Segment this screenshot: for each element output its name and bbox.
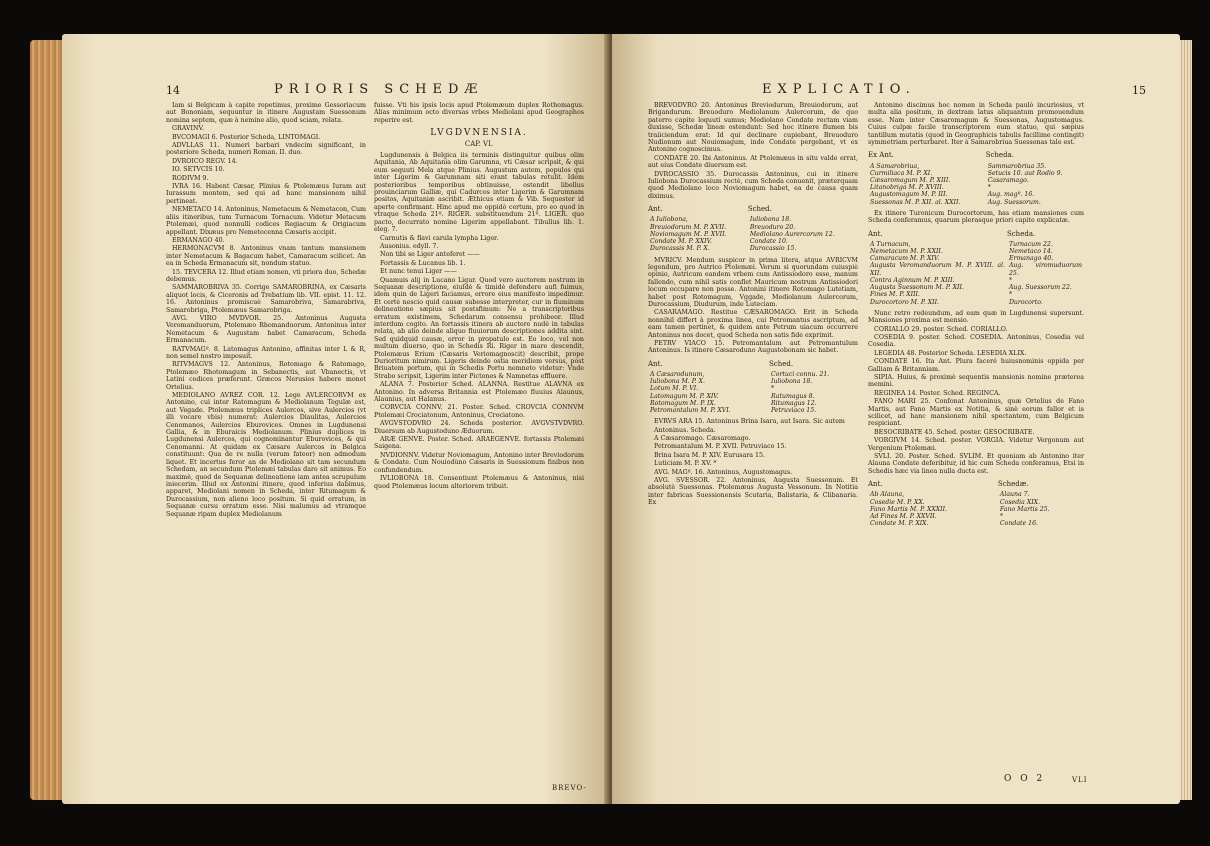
table-cell: Augusta Suessonum M. P. XII. bbox=[870, 284, 964, 292]
paragraph: Carnutis & flavi carula lympha Liger. bbox=[380, 234, 499, 242]
left-column-2-body bbox=[374, 152, 584, 490]
paragraph: BVCOMAGI 6. Posterior Scheda, LINTOMAGI. bbox=[172, 133, 321, 141]
paragraph: CORIALLO 29. poster. Sched. CORIALLO. bbox=[874, 325, 1008, 333]
paragraph: BREVODVRO 20. Antoninus Breviodurum, Breuiodorum, aut Brigandurum. Breuoduro Mediolanum Aulercorum, de quo paterro capite loquuti sumus; Mediolano Condate rectam viam duxisse, Schedæ lineæ ostendunt: Sed hoc itinere flumen bis traiiciendum erat: Id qui declinare cupiebant, Breuoduro Nudionum aut Nouiomagum, inde Condate pergebant, vt ex Antonino cognoscimus. bbox=[648, 102, 858, 154]
column-intro: fuisse. Vti his ipsis locis apud Ptolemæum duplex Rothomagus. Alias minimum octo diversas vrbes Mediolani apud Geographos reperire est. bbox=[374, 102, 584, 124]
left-column-2 bbox=[374, 102, 584, 491]
left-catchword: BREVO- bbox=[552, 784, 587, 792]
table-cell: Condate M. P. XIX. bbox=[870, 520, 929, 528]
table-cell: * bbox=[771, 385, 775, 393]
paragraph: IVRA 16. Habent Cæsar, Plinius & Ptolemæus Iuram aut Iurassum montem, sed qui ad hanc mansionem nihil pertineat. bbox=[166, 183, 366, 205]
paragraph: AVG. VIRO MVDVOR. 25. Antoninus Augusta Veromanduorum, Ptolemæo Rhomanduorum. Antoninus inter Nemetacum & Augustam habet Camaracum, Scheda Ermanacum. bbox=[166, 314, 366, 345]
table-row bbox=[868, 255, 1084, 262]
paragraph: IO. SETVCIS 10. bbox=[172, 166, 225, 174]
table-cell: Augustomagum M. P. III. bbox=[870, 191, 948, 199]
table-cell: Ratumagus 8. bbox=[771, 392, 815, 400]
table-header: Sched. bbox=[747, 205, 772, 214]
left-column-1 bbox=[166, 102, 366, 519]
table-cell: Fano Martis M. P. XXXII. bbox=[870, 505, 948, 513]
table-row bbox=[868, 277, 1084, 284]
table-cell: Fano Martis 25. bbox=[999, 505, 1050, 513]
table-cell: Aug. magº. 16. bbox=[987, 191, 1035, 199]
table-row bbox=[648, 400, 858, 407]
table-cell: Suessonas M. P. XII. al. XXII. bbox=[870, 198, 961, 206]
left-running-head: PRIORIS SCHEDÆ bbox=[274, 82, 484, 97]
right-page bbox=[612, 34, 1180, 804]
table-cell: Setucis 10. aut Rodio 9. bbox=[987, 169, 1063, 177]
paragraph: ADVLLAS 11. Numeri barbari vndecim significant, in posteriore Scheda, numeri Roman. II. duo. bbox=[166, 142, 366, 157]
table-cell: Petromantalum M. P. XVI. bbox=[650, 407, 731, 414]
table-header: Scheda. bbox=[1006, 229, 1036, 238]
paragraph: RATVMAGº. 8. Latomagus Antonino, affinitas inter L & R, non semel nostro imposuit. bbox=[166, 345, 366, 360]
table-cell: Lotum M. P. VI. bbox=[650, 385, 699, 393]
table-header: Sched. bbox=[769, 359, 794, 368]
table-header: Ant. bbox=[868, 229, 883, 238]
table-row bbox=[648, 378, 858, 385]
table-cell: Latomagum M. P. XIV. bbox=[650, 392, 719, 400]
paragraph: PETRV VIACO 15. Petromantalum aut Petromantulum Antoninus. Is itinere Cæsaroduno Augustobonam sic habet. bbox=[648, 339, 858, 355]
table-row bbox=[868, 177, 1084, 184]
paragraph: Non tibi se Liger anteferet —— bbox=[380, 251, 480, 259]
table-cell: Aug. Suessorum. bbox=[987, 198, 1041, 206]
table-cell: * bbox=[999, 513, 1004, 521]
paragraph: VORGIVM 14. Sched. poster. VORGIA. Videtur Vergonum aut Vergenium Ptolemæi. bbox=[868, 437, 1084, 452]
paragraph: CASARAMAGO. Restitue CÆSAROMAGO. Erit in Scheda nonnihil differt à proxima linea, cui Petromantus ascriptum, ad eam tamen pertinet, & quidem ante Petrum uiacum occurrere Antoninus nos docet, quod Scheda non satis fide exprimit. bbox=[648, 309, 858, 339]
paragraph: SIPIA. Huius, & proximè sequentis mansionis nomine præterea memini. bbox=[868, 373, 1084, 389]
table-row bbox=[868, 163, 1084, 170]
table-row bbox=[868, 299, 1084, 306]
table-cell: Noviomagum M. P. XVII. bbox=[650, 230, 727, 238]
table-header: Ant. bbox=[648, 359, 663, 368]
table-cell: Ritumagus 12. bbox=[771, 399, 817, 407]
table-cell: Cæsaromagum M. P. XIII. bbox=[870, 177, 951, 185]
paragraph: Petromantalum M. P. XVII. Petruviaco 15. bbox=[654, 443, 787, 451]
itinerary-table bbox=[648, 204, 858, 252]
paragraph: EVRVS ARA 15. Antoninus Brina Isara, aut Isara. Sic autem bbox=[654, 418, 845, 426]
paragraph: DVROCASSIO 35. Durocassis Antoninus, cui in itinere Iuliobona Durocassium rectè, cum Scheda conuenit, præterquam quod Mediolano loco Noviomagum habet, ea de causa quam diximus. bbox=[648, 170, 858, 200]
paragraph: CORVCIA CONNV. 21. Poster. Sched. CROVCIA CONNVM Ptolemæi Crociatonum, Antoninus, Crociatono. bbox=[374, 404, 584, 419]
left-page-edges bbox=[30, 40, 66, 800]
paragraph: Iam si Belgicam à capite repetimus, proxime Gessoriacum aut Bononiam, sequuntur in itinere Augustam Suessonum nomina septem, quæ à nemine alio, quod sciam, relata. bbox=[166, 102, 366, 124]
table-cell: Iuliobona 18. bbox=[771, 378, 813, 386]
paragraph: ERMANAGO 40. bbox=[172, 236, 225, 244]
paragraph: NVDIONNV. Videtur Noviomagum, Antonino inter Breviodorum & Condate. Cum Nouiodùno Cæsaris in Suessionum finibus non confundendum. bbox=[374, 451, 584, 474]
table-cell: Alauna 7. bbox=[999, 491, 1030, 499]
chapter-heading: CAP. VI. bbox=[464, 139, 494, 148]
table-cell: Ab Alauna, bbox=[870, 491, 905, 499]
table-cell: Camaracum M. P. XIV. bbox=[870, 255, 940, 263]
table-cell: Durocortoro M. P. XII. bbox=[870, 298, 940, 306]
paragraph: FANO MARI 25. Confonat Antoninus, quæ Ortelius de Fano Martis, aut Fano Martis ex Notitia, & sinè eorum fallor et is scilicet, ad hanc mansionem nihil spectantem, cum Belgicum respiciant. bbox=[868, 398, 1084, 428]
paragraph: NEMETACO 14. Antoninus, Nemetacum & Nemetacon, Cum aliis itineribus, tum Turnacum Tornacum. Videtur Metacum Ptolemæi, quod nonnulli codices Regiacum & Origiacum appellant. Dixæus pro Nemetocenna Cæsaris accipit. bbox=[166, 206, 366, 236]
table-cell: Condate M. P. XXIV. bbox=[650, 238, 712, 246]
table-row bbox=[648, 238, 858, 245]
paragraph: Antoninus. Scheda. bbox=[654, 426, 716, 434]
table-cell: Casaramago. bbox=[987, 177, 1029, 185]
table-cell: Augusta Veromanduorum M. P. XVIII. al. XII. bbox=[870, 262, 1005, 277]
paragraph: RODIVM 9. bbox=[172, 174, 209, 182]
table-cell: Iuliobona 18. bbox=[749, 216, 792, 224]
paragraph: Et nunc tenui Liger —— bbox=[380, 268, 457, 276]
right-column-1 bbox=[648, 102, 858, 508]
right-page-number: 15 bbox=[1132, 84, 1146, 97]
paragraph: LEGEDIA 48. Posterior Scheda. LESEDIA XLIX. bbox=[874, 349, 1027, 357]
table-cell: Aug. viromuduorum 25. bbox=[1008, 262, 1082, 277]
table-row bbox=[648, 231, 858, 238]
paragraph: SAMMAROBRIVA 35. Corrige SAMAROBRINA, ex Cæsaris aliquot locis, & Ciceronis ad Trebatium lib. VII. epist. 11. 12. 16. Antoninus promiscuè Samarobriva, Samarabriva, Samarobriga, Ptolemæus Samarobriga. bbox=[166, 284, 366, 314]
itinerary-table bbox=[868, 229, 1084, 306]
table-row bbox=[648, 385, 858, 392]
paragraph: Lugdunensis à Belgica iis terminis distinguitur quibus olim Aquitania, Ab Aquitania olim Garumna, vti Cæsar scripsit, & qui eum sequuti Mela atque Plinius. Augustum autem, populos qui inter Ligerim & Garumnam siti erant tabulas retulit. Idem posterioribus temporibus obtinuisse, ostendit libellus prouinciarum Galliæ, qui Cadurcos inter Ligerim & Garumnam positos, Aquitaniæ ascribit. Æthicus etiam & Vib. Sequester id aperte confirmant. Hinc apud me oppidò certum, pro eo quod in vtraque Scheda 21º. RIGER. substituendum 21º. LIGER. quo pacto, decurrato nomine Ligerim appellabant. Tibullus lib. 1. eleg. 7. bbox=[374, 152, 584, 234]
table-row bbox=[868, 513, 1084, 520]
paragraph: CONDATE 20. Ibi Antoninus. At Ptolemæus in situ valde errat, aut eius Condate diuersum est. bbox=[648, 154, 858, 170]
table-cell: Ad Fines M. P. XXVII. bbox=[870, 513, 937, 521]
table-cell: Condate 10. bbox=[749, 238, 788, 246]
paragraph: ALANA 7. Posterior Sched. ALANNA. Restitue ALAVNA ex Antonino. In adversa Britannia est Ptolemæo fluuius Alaunus, Alaunius, aut Halanus. bbox=[374, 381, 584, 404]
table-cell: Condate 16. bbox=[999, 520, 1038, 528]
table-cell: * bbox=[987, 184, 991, 192]
table-row bbox=[868, 491, 1084, 498]
table-cell: Durocorto. bbox=[1008, 298, 1043, 306]
paragraph: HERMONACVM 8. Antoninus vnam tantum mansionem inter Nemetacum & Bagacum habet, Camaracum scilicet. An ea in Scheda Ermanacum sit, nondum statuo. bbox=[166, 245, 366, 268]
table-cell: Mediolano Aurercorum 12. bbox=[749, 230, 835, 238]
itinerary-table bbox=[648, 359, 858, 414]
paragraph: AVGVSTODVRO 24. Scheda posterior. AVGVSTVDVRO. Diuersum ab Augustoduno Æduorum. bbox=[374, 420, 584, 435]
paragraph: MVRICV. Mendum suspicor in prima litera, atque AVRICVM legendum, pro Autrico Ptolemæi. Verum si quorundam cuiuspiè opinio, Autricum eandem vrbem cum Antissiodoro esse, manum fallendo, cum nihil satis conflet Mauricum nostrum Antissiodori locum occupare non posse. Antonini itinere Rotomago Lutetiam, habet post Rotomagum, Vggade, Mediolanum Aulercorum, Durocassium, Diudurum, inde Luteciam. bbox=[648, 256, 858, 308]
table-cell: Turnacum 22. bbox=[1008, 240, 1053, 248]
paragraph: REGINEA 14. Poster. Sched. REGINCA. bbox=[874, 389, 1001, 397]
table-row bbox=[648, 224, 858, 231]
itinerary-table bbox=[868, 479, 1084, 527]
table-cell: A Turnacum, bbox=[870, 240, 911, 248]
table-cell: Fines M. P. XIII. bbox=[870, 291, 920, 299]
right-catchword: VLI bbox=[1072, 776, 1088, 784]
left-page bbox=[62, 34, 610, 804]
table-row bbox=[868, 241, 1084, 248]
paragraph: ARÆ GENVE. Poster. Sched. ARAEGENVE. fortassis Ptolemæi Saigena. bbox=[374, 436, 584, 451]
table-cell: Breuiodorum M. P. XVII. bbox=[650, 223, 727, 231]
paragraph: COSEDIA 9. poster. Sched. COSEDIA. Antoninus, Cosedia vel Cosedia. bbox=[868, 333, 1084, 349]
table-cell: Cortuci connu. 21. bbox=[771, 370, 830, 378]
table-cell: Iuliobona M. P. X. bbox=[650, 378, 705, 386]
table-row bbox=[648, 393, 858, 400]
table-row bbox=[868, 248, 1084, 255]
table-cell: Sammarobriua 35. bbox=[987, 162, 1047, 170]
paragraph: RITVMAGVS 12. Antoninus, Rotomago & Ratomago, Ptolemæo Rhotomagum in Sebanectis, aut Vbanectis, vt Latini codices præferunt. Græcos Nerusios habere monet Ortelius. bbox=[166, 361, 366, 391]
table-cell: Contra Aginnum M. P. XIII. bbox=[870, 276, 955, 284]
table-row bbox=[868, 506, 1084, 513]
table-cell: * bbox=[1008, 276, 1013, 284]
table-row bbox=[648, 407, 858, 414]
paragraph: Nunc retro redeundum, ad eam quæ in Lugdunensi supersunt. Mansiones proxima est mensio. bbox=[868, 309, 1084, 325]
section-title: LVGDVNENSIA. bbox=[430, 128, 528, 139]
table-cell: A Iuliobona, bbox=[650, 216, 688, 224]
table-cell: Petruviaco 15. bbox=[771, 407, 817, 414]
table-cell: Ermanago 40. bbox=[1008, 255, 1054, 263]
table-cell: Litanobriga M. P. XVIII. bbox=[870, 184, 944, 192]
paragraph: BESOCRIBATE 45. Sched. poster. GESOCRIBATE. bbox=[874, 428, 1035, 436]
table-row bbox=[648, 245, 858, 252]
left-page-number: 14 bbox=[166, 84, 180, 97]
table-cell: Durocassio 15. bbox=[749, 245, 797, 253]
paragraph: Ausonius. edyll. 7. bbox=[380, 242, 439, 250]
paragraph: AVG. SVESSOR. 22. Antoninus, Augusta Suessonum. Et absolutè Suessonas. Ptolemæus Augusta Vessonum. In Notitia inter fabricas Suessionensis Scutaria, Balistaria, & Clibanaria. Ex bbox=[648, 477, 858, 507]
right-column-2 bbox=[868, 102, 1084, 531]
paragraph: 15. TEVCERA 12. Illud etiam nomen, vti priora duo, Schedæ debemus. bbox=[166, 268, 366, 283]
table-row bbox=[868, 191, 1084, 198]
table-cell: Cosedia XIX. bbox=[999, 498, 1041, 506]
paragraph: CONDATE 16. Ita Ant. Plura faceré huiusnominis oppida per Galliam & Britanniam. bbox=[868, 358, 1084, 373]
table-row bbox=[648, 216, 858, 223]
paragraph: A Cæsaromago. Cæsaromago. bbox=[654, 435, 751, 443]
paragraph: Fortassis & Lucanus lib. 1. bbox=[380, 259, 466, 267]
table-row bbox=[868, 284, 1084, 291]
table-row bbox=[868, 499, 1084, 506]
paragraph: Antonino discimus hoc nomen in Scheda paulò incuriosius, vt multa alia positum, in dextram latus aliquantum promouendum esse. Nam inter Cæsaromagum & Suessonas, Augustomagus. Cuius culpæ facile transcriptorem eum statuo, qui sæpius tantillum mutatis (quod in Geographicis tabulis facillime contingit) symmetriam perturbaret. Iter à Samarobriua Suessonas tale est. bbox=[868, 102, 1084, 147]
right-running-head: EXPLICATIO. bbox=[762, 82, 916, 97]
table-cell: Nemetacum M. P. XXII. bbox=[870, 248, 943, 256]
table-cell: * bbox=[1008, 291, 1013, 299]
table-cell: Cosedie M. P. XX. bbox=[870, 498, 925, 506]
signature-mark: O O 2 bbox=[1004, 774, 1046, 784]
paragraph: MEDIOLANO AVREZ COR. 12. Lege AVLERCORVM ex Antonino, cui inter Ratomagum & Mediolanum Tegulæ est, aut Vegade. Ptolemæus triplices Aulercos, sive Aulercios (vt illi vocare vbis) numerat: Aulercios Diaulitas, Aulercios Cenomanos, Aulercios Eburovices. Omnes in Lugdunensi Gallia, & in Eburaicis Mediolanum. Plinius duplices in Lugdunensi Aulercos, qui cognominantur Eburovices, & qui Cenomanni. At quidam ex Cæsare Aulercos in Belgica constituunt: Qua de re nulla (verum fateor) non admodum liquet. Et incertus feror an de Mediolano sit tam secundum Schedam, an secundum Ptolemæi tabulas dare sit animus. Eo maximè, quod de Sequanæ delineatione iam antea scrupulum iniecerim. Illud ex Antonini itinere, quod inferius dabimus, apparet, Mediolani nomen in Scheda, inter Ritumagum & Durocassium, non alieno loco positum. Si quid erratum, in Sequanæ cursu erratum esse. Nisi malumus ad vtramque Sequanæ ripam duplex Mediolanum bbox=[166, 392, 366, 518]
table-cell: Aug. Suessorum 22. bbox=[1008, 284, 1072, 292]
table-cell: Curmiliaca M. P. XI. bbox=[870, 169, 933, 177]
itinerary-table bbox=[868, 150, 1084, 205]
paragraph: Quamuis alij in Lucano Ligur. Quod vero auctorem nostrum in Sequanæ descriptione, eiuſdè & timidè defendere aufi fuimus, idem quin de Ligeri faciamus, errore eius manifesto impedimur. Et certè nescio quid causæ subesse interpreter, cur in fluminum delineatione sæpius sit postsfimum: Ne a transcriptoribus erratum existimem, Schedarum consensu prohibeor. Illud interdum cogito. An fortassis itinera ab auctore nudè in tabulas relata, ab alio deinde aliquo fluuiorum descriptiones addita sint. Sed quidquid causæ, error in propatulo est. Eo loco, vel non multum diuerso, quo in Schedis Ri. Riger in mare descendit, Ptolemæus Erium (Cæsaris Veriomagnoscit) describit, prope Durioritum nimirum. Ligeris deinde ostia meridiem versùs, post Briuatem portum, qui in Schedis Portu nemneto videtur: Vnde Strabo scripsit, Ligerim inter Pictones & Namnetas effluere. bbox=[374, 276, 584, 380]
table-header: Scheda. bbox=[985, 151, 1014, 160]
paragraph: SVLI. 20. Poster. Sched. SVLIM. Et quoniam ab Antonino iter Alauna Condate deferibitur, id hic cum Scheda conferamus, Etsi in Schedis hæc via linea nulla ducta est. bbox=[868, 453, 1084, 475]
table-row bbox=[868, 184, 1084, 191]
table-cell: Nemetaco 14. bbox=[1008, 248, 1053, 256]
table-cell: Durocassis M. P. X. bbox=[650, 245, 710, 253]
table-row bbox=[868, 199, 1084, 206]
table-row bbox=[648, 371, 858, 378]
paragraph: Luticiam M. P. XV. * bbox=[654, 460, 717, 468]
right-page-edges bbox=[1178, 40, 1192, 800]
table-row bbox=[868, 520, 1084, 527]
table-cell: Rotomagum M. P. IX. bbox=[650, 399, 716, 407]
table-header: Ex Ant. bbox=[868, 151, 894, 160]
table-row bbox=[868, 170, 1084, 177]
paragraph: DVROICO REGV. 14. bbox=[172, 157, 238, 165]
paragraph: GRAVINV. bbox=[172, 125, 204, 133]
table-header: Ant. bbox=[868, 480, 883, 489]
paragraph: AVG. MAGº. 16. Antoninus, Augustomagus. bbox=[654, 468, 793, 476]
table-header: Ant. bbox=[648, 205, 663, 214]
paragraph: Ex itinere Turonicum Durocortorum, has etiam mansiones cum Scheda conferamus, quarum plerasque priori capite explicatæ. bbox=[868, 209, 1084, 225]
table-row bbox=[868, 291, 1084, 298]
table-cell: Breuoduro 20. bbox=[749, 223, 796, 231]
table-cell: A Samarobriua, bbox=[870, 162, 920, 170]
table-row bbox=[868, 262, 1084, 276]
table-cell: A Cæsarodunum, bbox=[650, 370, 705, 378]
paragraph: IVLIOBONA 18. Consentiunt Ptolemæus & Antoninus, nisi quod Ptolemæus locum alteriorem tribuit. bbox=[374, 475, 584, 490]
paragraph: Brina Isara M. P. XIV. Eurusara 15. bbox=[654, 451, 766, 459]
table-header: Schedæ. bbox=[997, 480, 1029, 489]
